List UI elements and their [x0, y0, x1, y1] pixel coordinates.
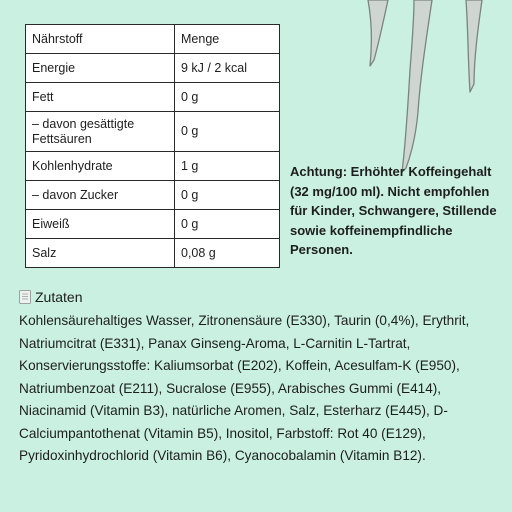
- ingredients-list: Kohlensäurehaltiges Wasser, Zitronensäure (E330), Taurin (0,4%), Erythrit, Natriumcitrat (E331), Panax Ginseng-Aroma, L-Carnitin L-Tartrat, Konservierungsstoffe: Kaliumsorbat (E202), Koffein, Acesulfam-K (E950), Natriumbenzoat (E211), Sucralose (E955), Arabisches Gummi (E414), Niacinamid (Vitamin B3), natürliche Aromen, Salz, Esterharz (E445), D-Calciumpantothenat (Vitamin B5), Inositol, Farbstoff: Rot 40 (E129), Pyridoxinhydrochlorid (Vitamin B6), Cyanocobalamin (Vitamin B12).: [19, 313, 470, 463]
- table-row: [26, 239, 280, 268]
- amount-cell: 0 g: [175, 210, 280, 239]
- nutrition-table: [25, 24, 280, 268]
- amount-cell: 1 g: [175, 152, 280, 181]
- document-icon: [19, 290, 31, 304]
- nutrient-cell: – davon Zucker: [26, 181, 175, 210]
- nutrient-cell: Energie: [26, 54, 175, 83]
- nutrient-cell: Salz: [26, 239, 175, 268]
- table-row: [26, 181, 280, 210]
- amount-cell: 0 g: [175, 112, 280, 152]
- table-row: [26, 210, 280, 239]
- header-nutrient: Nährstoff: [26, 25, 175, 54]
- table-row: [26, 112, 280, 152]
- nutrient-cell: Eiweiß: [26, 210, 175, 239]
- nutrient-cell: Fett: [26, 83, 175, 112]
- table-row: [26, 54, 280, 83]
- ingredients-heading: [19, 289, 82, 305]
- claw-logo-graphic: [362, 0, 512, 180]
- nutrient-cell: – davon gesättigte Fettsäuren: [26, 112, 175, 152]
- amount-cell: 0,08 g: [175, 239, 280, 268]
- table-row: [26, 152, 280, 181]
- amount-cell: 0 g: [175, 83, 280, 112]
- table-header-row: [26, 25, 280, 54]
- caffeine-warning: Achtung: Erhöhter Koffeingehalt (32 mg/100 ml). Nicht empfohlen für Kinder, Schwangere, Stillende sowie koffeinempfindliche Personen.: [290, 164, 497, 258]
- amount-cell: 0 g: [175, 181, 280, 210]
- table-row: [26, 83, 280, 112]
- amount-cell: 9 kJ / 2 kcal: [175, 54, 280, 83]
- nutrient-cell: Kohlenhydrate: [26, 152, 175, 181]
- header-amount: Menge: [175, 25, 280, 54]
- ingredients-heading-label: Zutaten: [35, 289, 83, 305]
